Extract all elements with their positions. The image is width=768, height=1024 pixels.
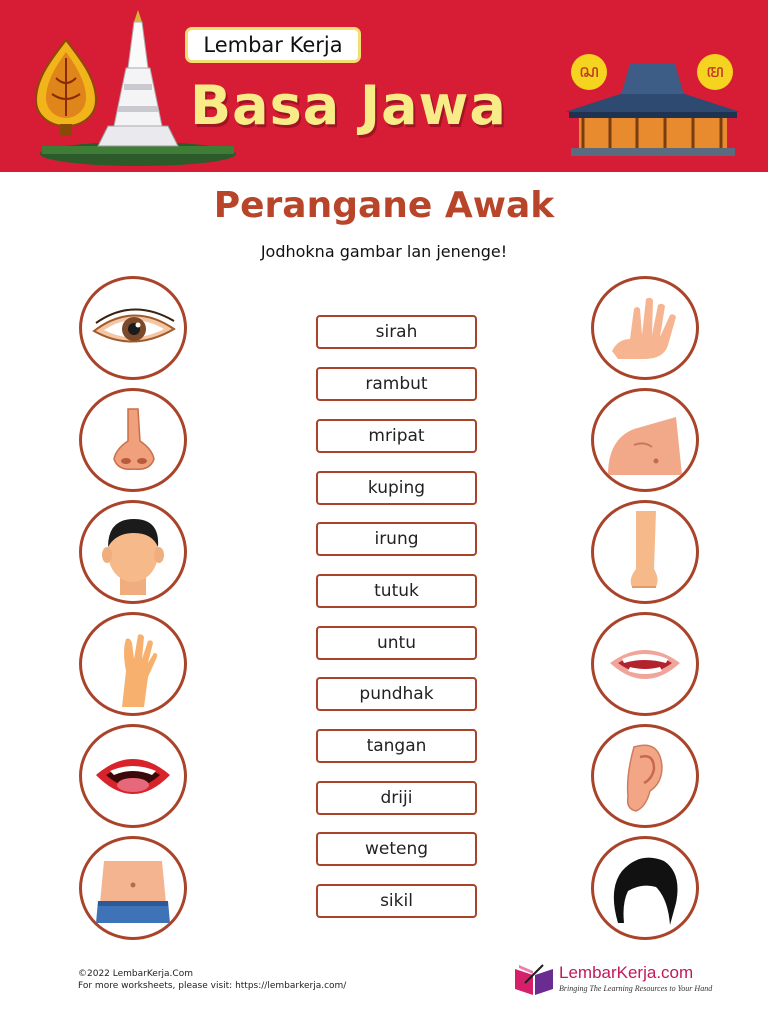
- javanese-glyph-badge: ꦱ: [571, 54, 607, 90]
- visit-text[interactable]: For more worksheets, please visit: https://lembarkerja.com/: [78, 981, 347, 991]
- word-label[interactable]: weteng: [316, 832, 477, 866]
- head-icon: [82, 503, 184, 601]
- picture-circle-teeth[interactable]: [591, 612, 699, 716]
- teeth-icon: [594, 615, 696, 713]
- word-label[interactable]: sikil: [316, 884, 477, 918]
- ear-icon: [594, 727, 696, 825]
- book-logo-icon: [513, 961, 555, 997]
- instruction-text: Jodhokna gambar lan jenenge!: [260, 242, 508, 261]
- eye-icon: [82, 279, 184, 377]
- word-label[interactable]: sirah: [316, 315, 477, 349]
- hand-icon: [82, 615, 184, 713]
- brand-name: LembarKerja.com: [559, 963, 694, 982]
- copyright-text: ©2022 LembarKerja.Com: [78, 969, 193, 979]
- hair-icon: [594, 839, 696, 937]
- leg-icon: [594, 503, 696, 601]
- picture-circle-head[interactable]: [79, 500, 187, 604]
- picture-circle-mouth[interactable]: [79, 724, 187, 828]
- word-label[interactable]: kuping: [316, 471, 477, 505]
- brand-logo[interactable]: [513, 961, 713, 999]
- picture-circle-fingers[interactable]: [591, 276, 699, 380]
- picture-circle-ear[interactable]: [591, 724, 699, 828]
- word-label[interactable]: irung: [316, 522, 477, 556]
- picture-circle-hair[interactable]: [591, 836, 699, 940]
- picture-circle-shoulder[interactable]: [591, 388, 699, 492]
- page-title: Perangane Awak: [213, 185, 555, 226]
- brand-tagline: Bringing The Learning Resources to Your Hand: [559, 984, 713, 993]
- picture-circle-eye[interactable]: [79, 276, 187, 380]
- fingers-icon: [594, 279, 696, 377]
- banner-title: Basa Jawa: [190, 74, 507, 137]
- word-label[interactable]: rambut: [316, 367, 477, 401]
- belly-icon: [82, 839, 184, 937]
- word-label[interactable]: untu: [316, 626, 477, 660]
- picture-circle-hand[interactable]: [79, 612, 187, 716]
- picture-circle-belly[interactable]: [79, 836, 187, 940]
- word-label[interactable]: tangan: [316, 729, 477, 763]
- javanese-glyph-badge: ꦩ: [697, 54, 733, 90]
- picture-circle-nose[interactable]: [79, 388, 187, 492]
- shoulder-icon: [594, 391, 696, 489]
- footer-credits: [78, 968, 346, 992]
- joglo-house-icon: [555, 58, 750, 158]
- header-banner: [0, 0, 768, 172]
- picture-circle-leg[interactable]: [591, 500, 699, 604]
- worksheet-tag: Lembar Kerja: [185, 27, 361, 63]
- mouth-icon: [82, 727, 184, 825]
- nose-icon: [82, 391, 184, 489]
- word-label[interactable]: tutuk: [316, 574, 477, 608]
- word-label[interactable]: mripat: [316, 419, 477, 453]
- word-label[interactable]: pundhak: [316, 677, 477, 711]
- word-label[interactable]: driji: [316, 781, 477, 815]
